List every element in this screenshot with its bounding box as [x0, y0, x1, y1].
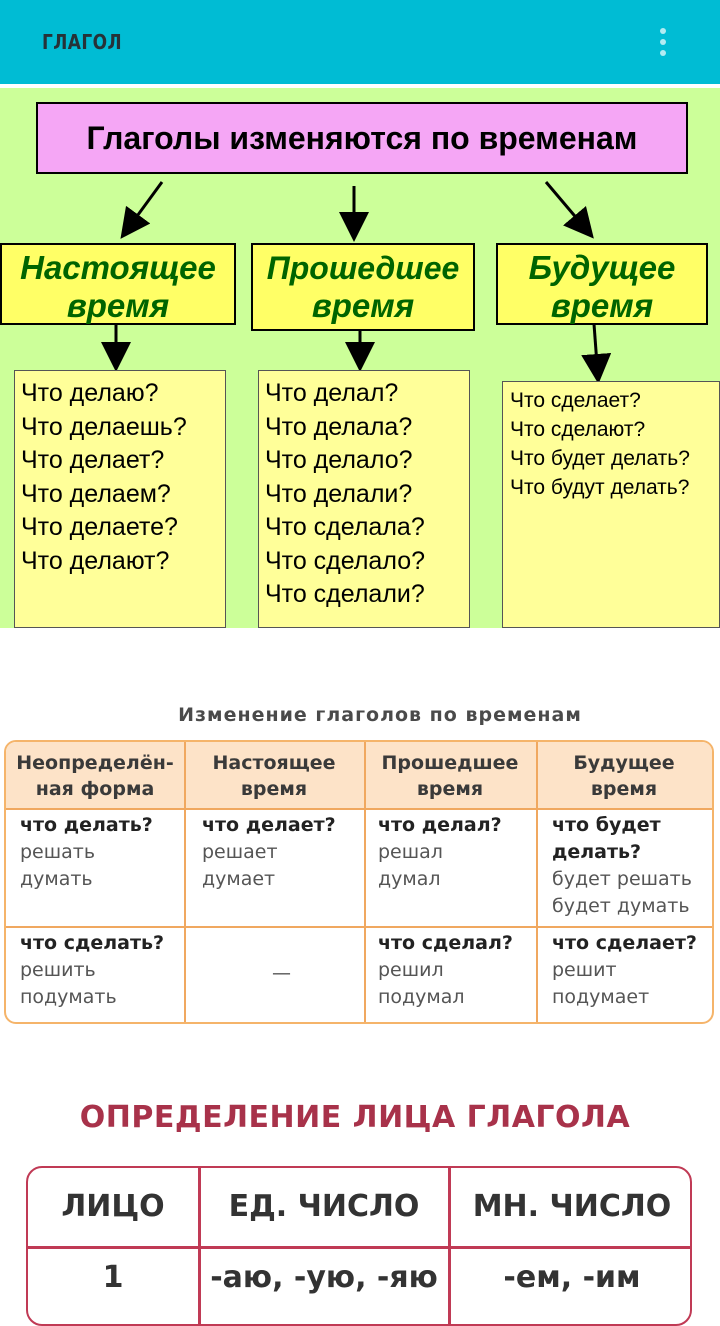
tense-label-line1: Будущее	[528, 249, 676, 286]
question-line: Что делал?	[265, 379, 399, 407]
tense-label-line1: Прошедшее	[266, 250, 460, 286]
app-bar	[0, 0, 720, 84]
person-title: ОПРЕДЕЛЕНИЕ ЛИЦА ГЛАГОЛА	[79, 1100, 631, 1135]
present-questions	[14, 370, 226, 628]
arrow-future	[546, 182, 590, 234]
arrow-future-q	[594, 324, 598, 378]
header-past: Прошедшее время	[381, 752, 519, 800]
question-line: Что сделало?	[265, 546, 426, 575]
question-line: Что делают?	[21, 546, 170, 575]
header-singular: ЕД. ЧИСЛО	[228, 1189, 420, 1224]
table-cell: что делал? решал думал	[378, 814, 502, 890]
table-cell: что делает? решает думает	[202, 814, 336, 890]
question-line: Что делаешь?	[21, 412, 187, 441]
table-cell: что будет делать? будет решать будет думать	[552, 814, 692, 917]
tense-label-line2: время	[550, 287, 654, 324]
question-line: Что делаю?	[21, 379, 159, 407]
question-line: Что сделает?	[510, 389, 641, 412]
header-future: Будущее время	[573, 752, 675, 800]
main-title-box	[36, 102, 688, 174]
question-line: Что делала?	[265, 412, 413, 441]
arrow-present	[124, 182, 162, 234]
tense-present-box	[0, 243, 236, 325]
table-cell: что делать? решать думать	[20, 814, 153, 890]
question-line: Что будут делать?	[510, 476, 690, 499]
question-line: Что делали?	[265, 479, 413, 508]
question-line: Что делаем?	[21, 479, 171, 508]
tense-table	[4, 740, 714, 1024]
header-plural: МН. ЧИСЛО	[472, 1189, 672, 1224]
row-singular: -аю, -ую, -яю	[210, 1260, 438, 1295]
table-cell: что сделать? решить подумать	[20, 932, 165, 1008]
question-line: Что сделала?	[265, 513, 425, 541]
app-title: ГЛАГОЛ	[42, 30, 123, 54]
tense-diagram	[0, 88, 720, 628]
header-person: ЛИЦО	[61, 1189, 165, 1224]
more-vert-icon[interactable]	[648, 24, 678, 60]
question-line: Что сделают?	[510, 418, 646, 441]
header-infinitive: Неопределён- ная форма	[16, 752, 174, 800]
question-line: Что будет делать?	[510, 447, 690, 470]
person-table	[26, 1166, 692, 1326]
tense-future-box	[496, 243, 708, 325]
table-cell: что сделает? решит подумает	[552, 932, 697, 1008]
table-cell-empty: —	[272, 962, 291, 984]
tense-label-line2: время	[311, 287, 415, 324]
question-line: Что делает?	[21, 446, 165, 474]
main-title: Глаголы изменяются по временам	[86, 119, 638, 156]
table-cell: что сделал? решил подумал	[378, 932, 513, 1008]
tense-label-line2: время	[66, 287, 170, 324]
question-line: Что делало?	[265, 446, 413, 474]
tense-table-title: Изменение глаголов по временам	[178, 704, 582, 726]
tense-label-line1: Настоящее	[20, 249, 216, 286]
row-plural: -ем, -им	[503, 1260, 641, 1295]
tense-past-box	[251, 243, 475, 331]
header-present: Настоящее время	[212, 752, 336, 800]
question-line: Что сделали?	[265, 580, 425, 608]
future-questions	[502, 381, 720, 628]
row-person: 1	[102, 1260, 124, 1295]
question-line: Что делаете?	[21, 513, 178, 541]
past-questions	[258, 370, 470, 628]
